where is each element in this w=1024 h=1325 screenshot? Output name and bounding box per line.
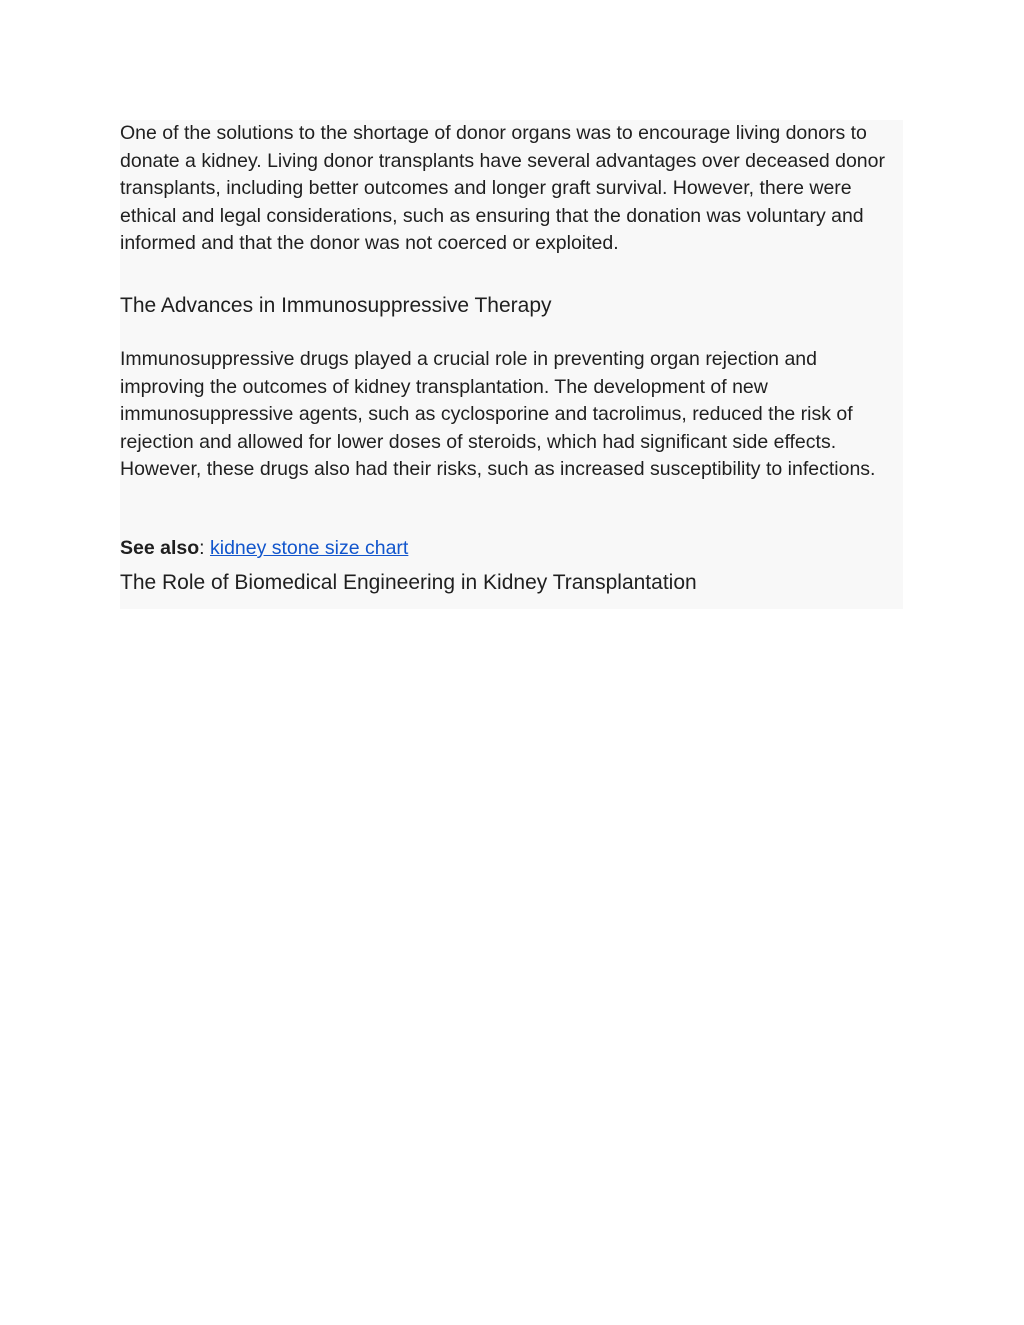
heading-immunosuppressive-therapy: The Advances in Immunosuppressive Therapy xyxy=(120,294,552,317)
kidney-stone-size-chart-link[interactable]: kidney stone size chart xyxy=(209,537,409,559)
paragraph-living-donors: One of the solutions to the shortage of donor organs was to encourage living donors to donate a kidney. Living donor transplants have several advantages over deceased donor transplants, including better outcomes and longer graft survival. However, there were ethical and legal considerations, such as ensuring that the donation was voluntary and informed and that the donor was not coerced or exploited. xyxy=(120,122,885,255)
heading-biomedical-engineering: The Role of Biomedical Engineering in Kidney Transplantation xyxy=(120,571,697,594)
content-block xyxy=(120,120,903,609)
see-also-line xyxy=(120,534,408,562)
paragraph-immunosuppressive-drugs: Immunosuppressive drugs played a crucial role in preventing organ rejection and improving the outcomes of kidney transplantation. The development of new immunosuppressive agents, such as cyclosporine and tacrolimus, reduced the risk of rejection and allowed for lower doses of steroids, which had significant side effects. However, these drugs also had their risks, such as increased susceptibility to infections. xyxy=(120,348,876,481)
see-also-label: See also xyxy=(120,537,200,559)
see-also-separator: : xyxy=(199,537,210,559)
